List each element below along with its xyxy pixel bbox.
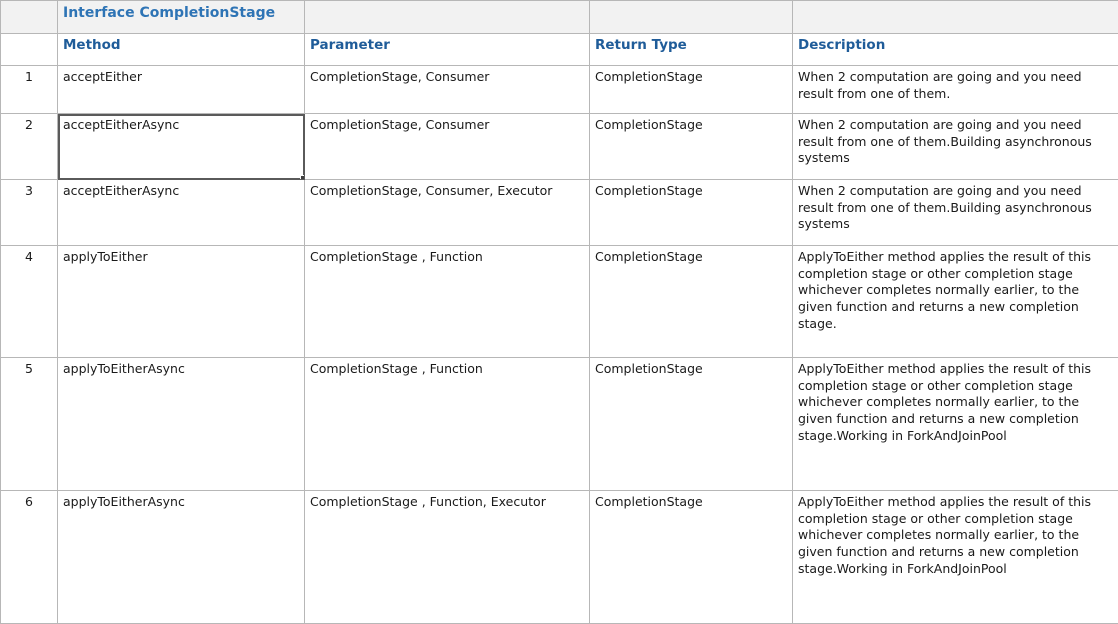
cell-description[interactable]: ApplyToEither method applies the result of this completion stage or other completion stage whichever completes normally earlier, to the given function and returns a new completion stage.Working in ForkAndJoinPool — [793, 358, 1118, 491]
cell-method[interactable]: acceptEither — [58, 66, 305, 114]
cell-parameter[interactable]: CompletionStage, Consumer — [305, 114, 590, 180]
row-number[interactable]: 3 — [1, 180, 58, 246]
cell-method-selected[interactable]: acceptEitherAsync — [58, 114, 305, 180]
row-number[interactable]: 5 — [1, 358, 58, 491]
cell-return-type[interactable]: CompletionStage — [590, 114, 793, 180]
row-number[interactable]: 4 — [1, 246, 58, 358]
rownum-cell-header[interactable] — [1, 34, 58, 66]
row-number[interactable]: 1 — [1, 66, 58, 114]
cell-description[interactable]: When 2 computation are going and you need result from one of them.Building asynchronous systems — [793, 180, 1118, 246]
cell-return-type[interactable]: CompletionStage — [590, 180, 793, 246]
cell-method[interactable]: applyToEitherAsync — [58, 358, 305, 491]
rownum-cell-title[interactable] — [1, 1, 58, 34]
cell-method[interactable]: acceptEitherAsync — [58, 180, 305, 246]
table-row — [1, 246, 1118, 358]
column-header-method[interactable]: Method — [58, 34, 305, 66]
table-row — [1, 358, 1118, 491]
document-title[interactable]: Interface CompletionStage — [58, 1, 305, 34]
table-row — [1, 491, 1118, 624]
cell-return-type[interactable]: CompletionStage — [590, 491, 793, 624]
column-header-description[interactable]: Description — [793, 34, 1118, 66]
title-row-blank-return[interactable] — [590, 1, 793, 34]
table-header-row — [1, 34, 1118, 66]
row-number[interactable]: 2 — [1, 114, 58, 180]
cell-description[interactable]: ApplyToEither method applies the result of this completion stage or other completion stage whichever completes normally earlier, to the given function and returns a new completion stage.Working in ForkAndJoinPool — [793, 491, 1118, 624]
selection-handle[interactable] — [300, 175, 305, 180]
title-row-blank-description[interactable] — [793, 1, 1118, 34]
cell-method[interactable]: applyToEitherAsync — [58, 491, 305, 624]
row-number[interactable]: 6 — [1, 491, 58, 624]
table-row — [1, 180, 1118, 246]
column-header-parameter[interactable]: Parameter — [305, 34, 590, 66]
cell-description[interactable]: When 2 computation are going and you need result from one of them. — [793, 66, 1118, 114]
table-title-row — [1, 1, 1118, 34]
cell-return-type[interactable]: CompletionStage — [590, 66, 793, 114]
column-header-return-type[interactable]: Return Type — [590, 34, 793, 66]
cell-parameter[interactable]: CompletionStage , Function — [305, 246, 590, 358]
cell-return-type[interactable]: CompletionStage — [590, 358, 793, 491]
cell-parameter[interactable]: CompletionStage, Consumer, Executor — [305, 180, 590, 246]
cell-description[interactable]: ApplyToEither method applies the result of this completion stage or other completion stage whichever completes normally earlier, to the given function and returns a new completion stage. — [793, 246, 1118, 358]
table-row — [1, 66, 1118, 114]
cell-method[interactable]: applyToEither — [58, 246, 305, 358]
cell-description[interactable]: When 2 computation are going and you need result from one of them.Building asynchronous systems — [793, 114, 1118, 180]
title-row-blank-parameter[interactable] — [305, 1, 590, 34]
cell-parameter[interactable]: CompletionStage, Consumer — [305, 66, 590, 114]
cell-parameter[interactable]: CompletionStage , Function, Executor — [305, 491, 590, 624]
cell-return-type[interactable]: CompletionStage — [590, 246, 793, 358]
cell-parameter[interactable]: CompletionStage , Function — [305, 358, 590, 491]
table-row — [1, 114, 1118, 180]
